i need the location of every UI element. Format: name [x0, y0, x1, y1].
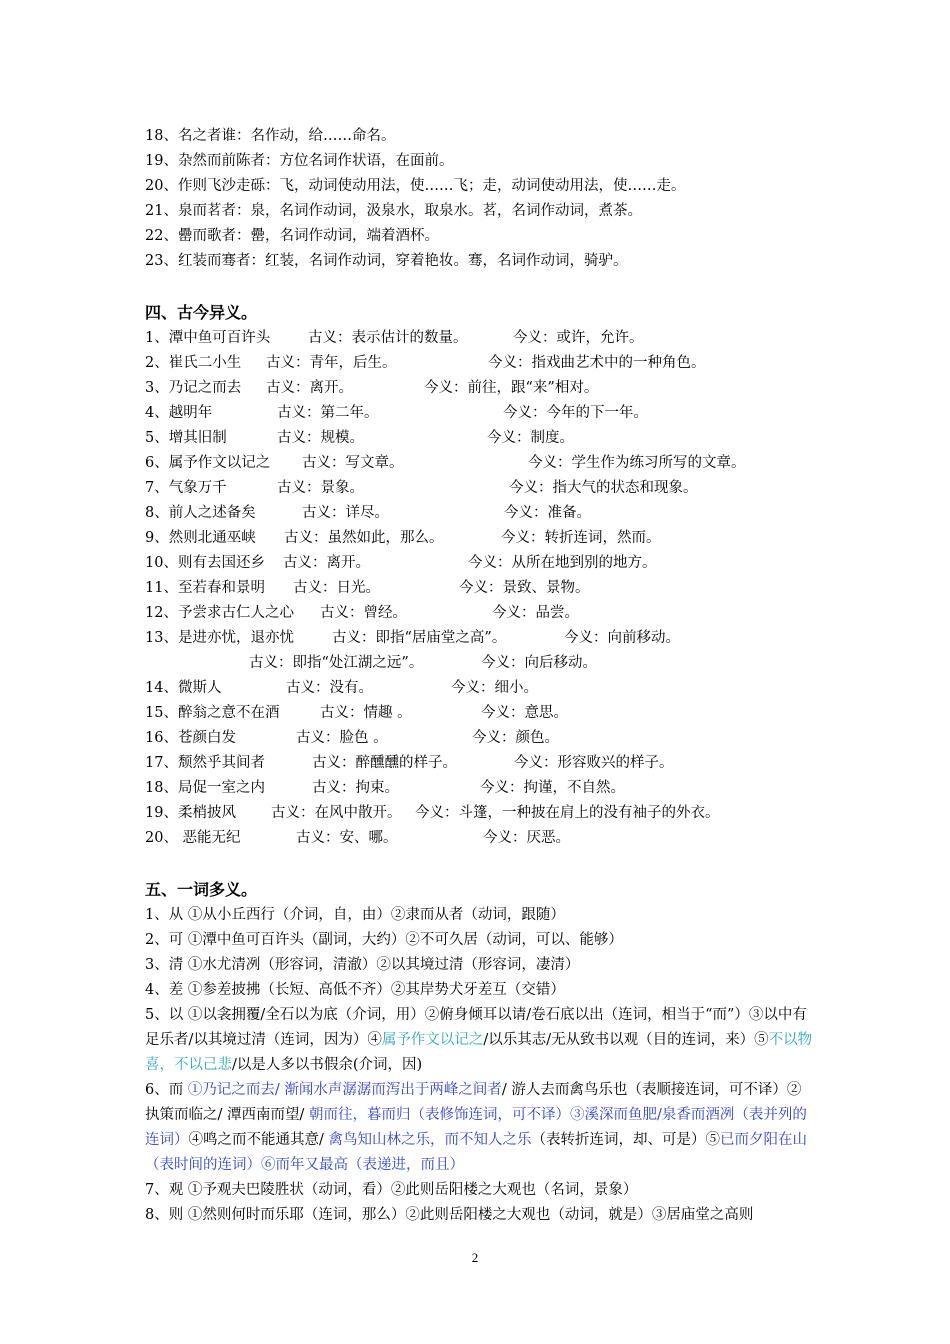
highlight-text: ①乃记之而去/ [187, 1082, 285, 1098]
list-item [145, 476, 815, 501]
modern-meaning: 今义：从所在地到别的地方。 [468, 555, 657, 571]
ancient-meaning: 古义：表示估计的数量。 [308, 330, 468, 346]
list-item: 21、泉而茗者：泉，名词作动词，汲泉水，取泉水。茗，名词作动词，煮茶。 [145, 203, 642, 219]
ancient-meaning: 古义：青年，后生。 [266, 355, 397, 371]
modern-meaning: 今义：意思。 [481, 705, 568, 721]
modern-meaning: 今义：斗篷，一种披在肩上的没有袖子的外衣。 [415, 805, 720, 821]
list-item [145, 501, 815, 526]
ancient-meaning: 古义：规模。 [277, 430, 364, 446]
list-item [145, 701, 815, 726]
section4-list [145, 326, 815, 851]
phrase: 13、是进亦忧，退亦忧 [145, 630, 294, 646]
list-item [145, 601, 815, 626]
phrase: 17、颓然乎其间者 [145, 755, 265, 771]
document-body [145, 124, 815, 1228]
highlight-text: 已而夕阳在山（表时间的连词）⑥而年又最高（表递进，而且） [145, 1132, 807, 1173]
modern-meaning: 今义：形容败兴的样子。 [514, 755, 674, 771]
ancient-meaning: 古义：离开。 [283, 555, 370, 571]
modern-meaning: 今义：向前移动。 [564, 630, 680, 646]
modern-meaning: 今义：今年的下一年。 [503, 405, 648, 421]
phrase: 19、柔梢披风 [145, 805, 236, 821]
ancient-meaning: 古义：拘束。 [312, 780, 399, 796]
phrase: 7、气象万千 [145, 480, 227, 496]
modern-meaning: 今义：细小。 [451, 680, 538, 696]
list-item [145, 426, 815, 451]
modern-meaning: 今义：品尝。 [492, 605, 579, 621]
phrase: 2、崔氏二小生 [145, 355, 242, 371]
list-item [145, 451, 815, 476]
phrase: 6、属予作文以记之 [145, 455, 271, 471]
list-item [145, 376, 815, 401]
modern-meaning: 今义：拘谨，不自然。 [480, 780, 625, 796]
phrase: 3、乃记之而去 [145, 380, 242, 396]
list-item [145, 326, 815, 351]
ancient-meaning: 古义：没有。 [286, 680, 373, 696]
modern-meaning: 今义：指大气的状态和现象。 [509, 480, 698, 496]
ancient-meaning: 古义：安、哪。 [296, 830, 398, 846]
ancient-meaning: 古义：即指“居庙堂之高”。 [332, 630, 507, 646]
highlight-text: 禽鸟知山林之乐，而不知人之乐 [328, 1132, 532, 1148]
highlight-text: 朝而往，暮而归（表修饰连词，可不译）③溪深而鱼肥/泉香而酒冽（表并列的连词） [145, 1107, 807, 1148]
list-item: 7、观 ①予观夫巴陵胜状（动词，看）②此则岳阳楼之大观也（名词，景象） [145, 1182, 638, 1198]
page-number: 2 [471, 1250, 479, 1265]
list-item [145, 526, 815, 551]
ancient-meaning: 古义：写文章。 [302, 455, 404, 471]
modern-meaning: 今义：制度。 [487, 430, 574, 446]
modern-meaning: 今义：指戏曲艺术中的一种角色。 [488, 355, 706, 371]
list-item [145, 401, 815, 426]
ancient-meaning: 古义：详尽。 [302, 505, 389, 521]
ancient-meaning: 古义：在风中散开。 [271, 805, 402, 821]
ancient-meaning: 古义：脸色 。 [296, 730, 388, 746]
list-item [145, 676, 815, 701]
modern-meaning: 今义：准备。 [504, 505, 591, 521]
modern-meaning: 今义：颜色。 [472, 730, 559, 746]
list-item: 2、可 ①潭中鱼可百许头（副词，大约）②不可久居（动词，可以、能够） [145, 932, 623, 948]
list-item: 3、清 ①水尤清冽（形容词，清澈）②以其境过清（形容词，凄清） [145, 957, 580, 973]
phrase: 1、潭中鱼可百许头 [145, 330, 271, 346]
phrase: 5、增其旧制 [145, 430, 227, 446]
list-item [145, 626, 815, 651]
highlight-text: 属予作文以记之 [381, 1032, 484, 1048]
phrase: 20、 恶能无纪 [145, 830, 241, 846]
list-item: 5、以 ①以衾拥覆/全石以为底（介词，用）②俯身倾耳以请/卷石底以出（连词，相当于“而”）③以中有足乐者/以其境过清（连词，因为）④属予作文以记之/以乐其志/无从致书以观（目的连词，来）⑤不以物喜，不以己悲/以是人多以书假余(介词，因) [145, 1007, 813, 1073]
section4-title: 四、古今异义。 [145, 303, 258, 322]
phrase: 16、苍颜白发 [145, 730, 236, 746]
phrase: 9、然则北通巫峡 [145, 530, 256, 546]
section5-list [145, 903, 815, 1228]
modern-meaning: 今义：学生作为练习所写的文章。 [528, 455, 746, 471]
list-item [145, 751, 815, 776]
list-item [145, 576, 815, 601]
phrase: 8、前人之述备矣 [145, 505, 256, 521]
phrase: 10、则有去国还乡 [145, 555, 265, 571]
ancient-meaning: 古义：第二年。 [277, 405, 379, 421]
list-item [145, 351, 815, 376]
list-item: 23、红装而骞者：红装，名词作动词，穿着艳妆。骞，名词作动词，骑驴。 [145, 253, 628, 269]
list-item: 4、差 ①参差披拂（长短、高低不齐）②其岸势犬牙差互（交错） [145, 982, 565, 998]
ancient-meaning: 古义：虽然如此，那么。 [284, 530, 444, 546]
section3-list [145, 124, 815, 274]
phrase: 15、醉翁之意不在酒 [145, 705, 280, 721]
phrase: 4、越明年 [145, 405, 213, 421]
ancient-meaning: 古义：景象。 [277, 480, 364, 496]
list-item [145, 726, 815, 751]
list-item [145, 651, 815, 676]
phrase: 11、至若春和景明 [145, 580, 265, 596]
ancient-meaning: 古义：离开。 [266, 380, 353, 396]
phrase: 18、局促一室之内 [145, 780, 265, 796]
ancient-meaning: 古义：曾经。 [320, 605, 407, 621]
list-item [145, 776, 815, 801]
list-item: 20、作则飞沙走砾：飞，动词使动用法，使……飞；走，动词使动用法，使……走。 [145, 178, 686, 194]
list-item: 18、名之者谁：名作动，给……命名。 [145, 128, 396, 144]
section5-title: 五、一词多义。 [145, 880, 258, 899]
list-item: 6、而 ①乃记之而去/ 渐闻水声潺潺而泻出于两峰之间者/ 游人去而禽鸟乐也（表顺接连词，可不译）②执策而临之/ 潭西南而望/ 朝而往，暮而归（表修饰连词，可不译）③溪深而鱼肥/泉香而酒冽（表并列的连词）④鸣之而不能通其意/ 禽鸟知山林之乐，而不知人之乐（表转折连词，却、可是）⑤已而夕阳在山（表时间的连词）⑥而年又最高（表递进，而且） [145, 1082, 807, 1173]
modern-meaning: 今义：转折连词，然而。 [501, 530, 661, 546]
modern-meaning: 今义：前往，跟“来”相对。 [424, 380, 599, 396]
highlight-text: 不以物喜，不以己悲 [145, 1032, 813, 1073]
highlight-text: 渐闻水声潺潺而泻出于两峰之间者 [284, 1082, 502, 1098]
modern-meaning: 今义：厌恶。 [483, 830, 570, 846]
phrase: 14、微斯人 [145, 680, 222, 696]
modern-meaning: 今义：景致、景物。 [459, 580, 590, 596]
modern-meaning: 今义：向后移动。 [481, 655, 597, 671]
phrase: 12、予尝求古仁人之心 [145, 605, 294, 621]
list-item: 8、则 ①然则何时而乐耶（连词，那么）②此则岳阳楼之大观也（动词，就是）③居庙堂之高则 [145, 1207, 754, 1223]
list-item [145, 551, 815, 576]
list-item: 22、罍而歌者：罍，名词作动词，端着酒杯。 [145, 228, 439, 244]
list-item [145, 801, 815, 826]
list-item [145, 826, 815, 851]
list-item: 1、从 ①从小丘西行（介词，自，由）②隶而从者（动词，跟随） [145, 907, 565, 923]
ancient-meaning: 古义：日光。 [293, 580, 380, 596]
ancient-meaning: 古义：情趣 。 [320, 705, 412, 721]
ancient-meaning: 古义：即指“处江湖之远”。 [249, 655, 424, 671]
ancient-meaning: 古义：醉醺醺的样子。 [312, 755, 457, 771]
modern-meaning: 今义：或许，允许。 [513, 330, 644, 346]
list-item: 19、杂然而前陈者：方位名词作状语，在面前。 [145, 153, 454, 169]
